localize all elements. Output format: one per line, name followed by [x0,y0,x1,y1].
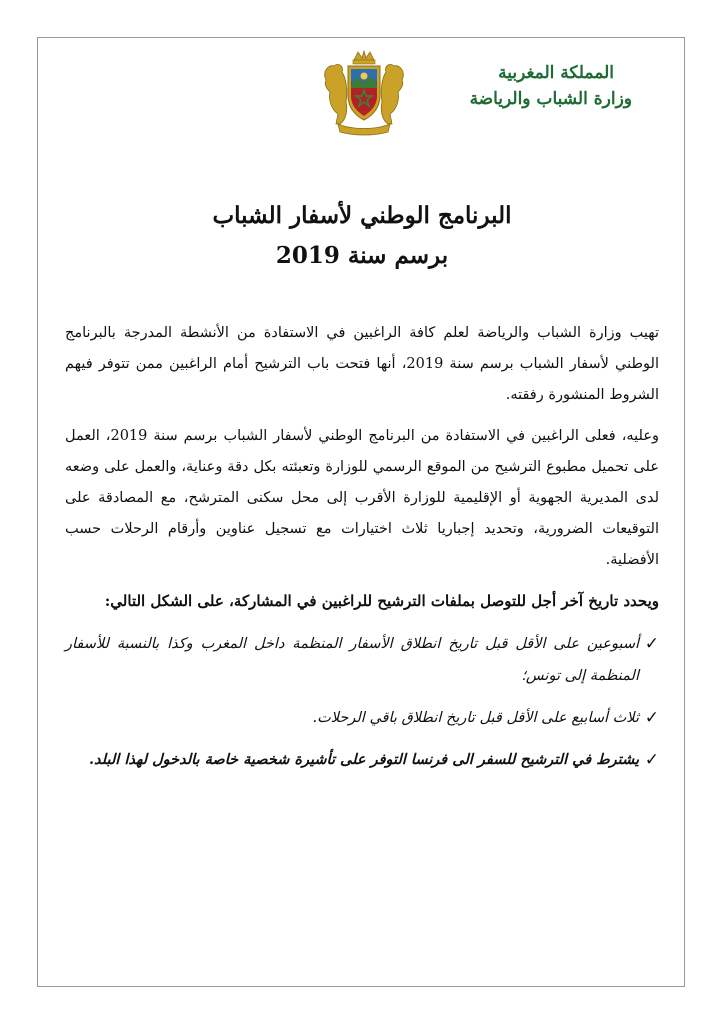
moroccan-coat-of-arms-icon [318,50,410,136]
checkmark-icon: ✓ [644,750,659,770]
list-item [65,628,659,692]
list-item-text: يشترط في الترشيح للسفر الى فرنسا التوفر على تأشيرة شخصية خاصة بالدخول لهذا البلد. [88,751,639,768]
document-body [65,318,659,786]
list-item [65,744,659,776]
letterhead-text [470,60,632,112]
deadline-intro: ويحدد تاريخ آخر أجل للتوصل بملفات الترشيح للراغبين في المشاركة، على الشكل التالي: [104,592,659,610]
paragraph-intro: تهيب وزارة الشباب والرياضة لعلم كافة الراغبين في الاستفادة من الأنشطة المدرجة بالبرنامج الوطني لأسفار الشباب برسم سنة 2019، أنها فتحت باب الترشيح أمام الراغبين ممن تتوفر فيهم الشروط المنشورة رفقته. [65,325,659,403]
checkmark-icon: ✓ [644,708,659,728]
title-line-1: البرنامج الوطني لأسفار الشباب [212,202,512,229]
document-title [0,196,724,276]
paragraph-instructions: وعليه، فعلى الراغبين في الاستفادة من البرنامج الوطني لأسفار الشباب برسم سنة 2019، العمل على تحميل مطبوع الترشيح من الموقع الرسمي للوزارة وتعبئته بكل دقة وعناية، والعمل على وضعه لدى المديرية الجهوية أو الإقليمية للوزارة الأقرب إلى محل سكنى المترشح، مع المصادقة على التوقيعات الضرورية، وتحديد إجباريا ثلاث اختيارات مع تسجيل عناوين وأرقام الرحلات حسب الأفضلية. [65,428,659,568]
kingdom-name: المملكة المغربية [498,63,614,83]
ministry-name: وزارة الشباب والرياضة [469,89,632,109]
letterhead [0,50,724,140]
checkmark-icon: ✓ [644,634,659,654]
list-item-text: أسبوعين على الأقل قبل تاريخ انطلاق الأسفار المنظمة داخل المغرب وكذا بالنسبة للأسفار المنظمة إلى تونس؛ [65,636,639,684]
list-item-text: ثلاث أسابيع على الأقل قبل تاريخ انطلاق باقي الرحلات. [312,710,639,726]
list-item [65,702,659,734]
title-line-2: برسم سنة 2019 [275,242,449,269]
